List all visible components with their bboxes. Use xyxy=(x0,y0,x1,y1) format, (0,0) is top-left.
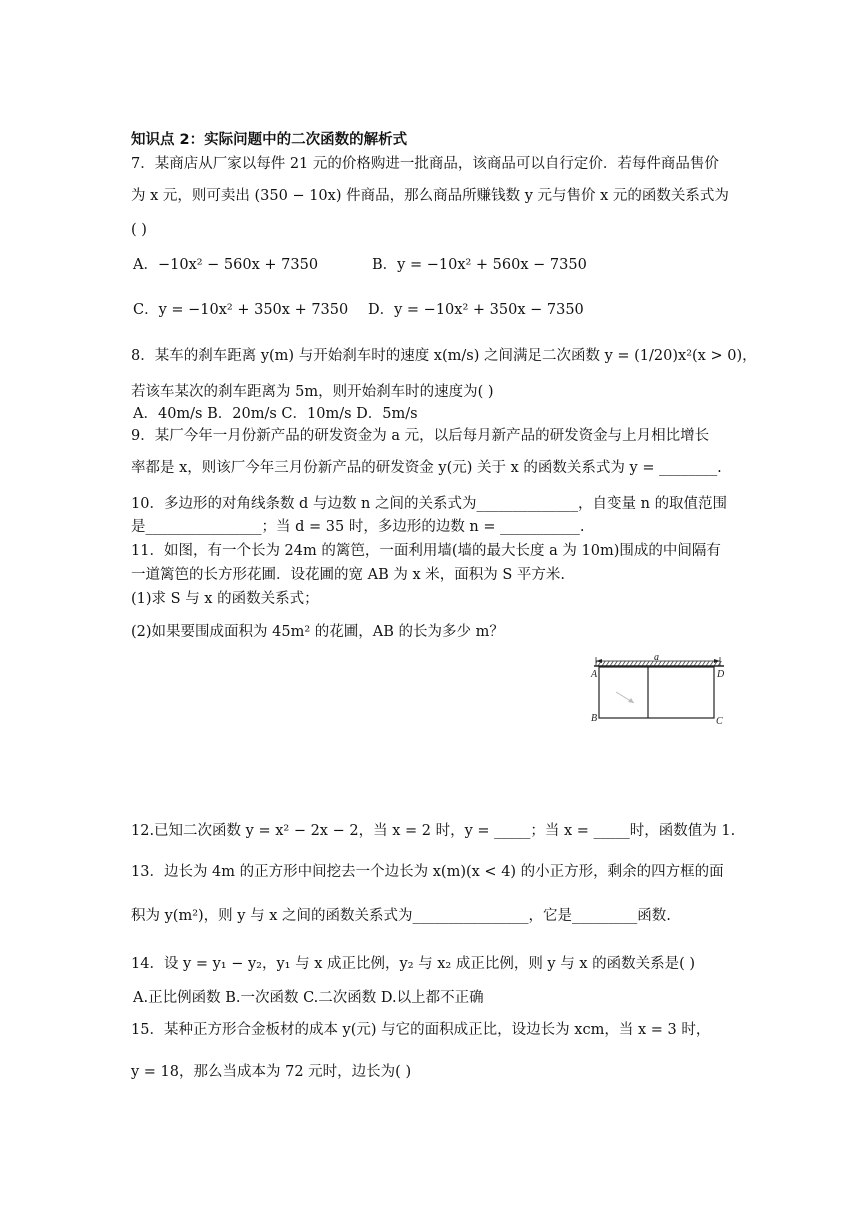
q13-line-1: 13．边长为 4m 的正方形中间挖去一个边长为 x(m)(x < 4) 的小正方形，剩余的四方框的面 xyxy=(131,864,724,880)
section-heading: 知识点 2：实际问题中的二次函数的解析式 xyxy=(131,132,408,148)
label-a: a xyxy=(654,654,659,663)
q13-line-2: 积为 y(m²)，则 y 与 x 之间的函数关系式为________________，它是_________函数. xyxy=(131,908,671,924)
q7-line-1: 7．某商店从厂家以每件 21 元的价格购进一批商品，该商品可以自行定价．若每件商品售价 xyxy=(131,156,719,172)
q10-line-2: 是________________；当 d = 35 时，多边形的边数 n = ___________. xyxy=(131,519,585,535)
q8-options: A．40m/s B．20m/s C．10m/s D．5m/s xyxy=(133,406,418,422)
q14-line-1: 14．设 y = y₁ − y₂，y₁ 与 x 成正比例，y₂ 与 x₂ 成正比例，则 y 与 x 的函数关系是( ) xyxy=(131,956,696,972)
q7-option-d: D．y = −10x² + 350x − 7350 xyxy=(368,302,584,318)
q7-option-b: B．y = −10x² + 560x − 7350 xyxy=(372,257,587,273)
q8-line-1: 8．某车的刹车距离 y(m) 与开始刹车时的速度 x(m/s) 之间满足二次函数 y = (1/20)x²(x > 0)， xyxy=(131,348,757,364)
q7-answer-bracket: ( ) xyxy=(131,222,147,238)
label-C: C xyxy=(716,716,723,727)
fence-diagram xyxy=(590,654,740,734)
label-A: A xyxy=(591,669,598,680)
q14-options: A.正比例函数 B.一次函数 C.二次函数 D.以上都不正确 xyxy=(133,990,484,1006)
wall-hatching xyxy=(596,661,722,666)
q15-line-2: y = 18，那么当成本为 72 元时，边长为( ) xyxy=(131,1064,412,1080)
q15-line-1: 15．某种正方形合金板材的成本 y(元) 与它的面积成正比，设边长为 xcm，当 x = 3 时， xyxy=(131,1022,711,1038)
q8-line-2: 若该车某次的刹车距离为 5m，则开始刹车时的速度为( ) xyxy=(131,384,494,400)
q7-line-2: 为 x 元，则可卖出 (350 − 10x) 件商品，那么商品所赚钱数 y 元与售价 x 元的函数关系式为 xyxy=(131,188,729,204)
q9-line-1: 9．某厂今年一月份新产品的研发资金为 a 元，以后每月新产品的研发资金与上月相比增长 xyxy=(131,428,710,444)
q11-line-1: 11．如图，有一个长为 24m 的篱笆，一面利用墙(墙的最大长度 a 为 10m)围成的中间隔有 xyxy=(131,543,721,559)
q11-part-1: (1)求 S 与 x 的函数关系式； xyxy=(131,591,319,607)
label-B: B xyxy=(591,713,598,724)
q12-line-1: 12.已知二次函数 y = x² − 2x − 2，当 x = 2 时，y = _____；当 x = _____时，函数值为 1. xyxy=(131,823,736,839)
q7-option-c: C．y = −10x² + 350x + 7350 xyxy=(133,302,349,318)
q11-part-2: (2)如果要围成面积为 45m² 的花圃，AB 的长为多少 m？ xyxy=(131,624,504,640)
q9-line-2: 率都是 x，则该厂今年三月份新产品的研发资金 y(元) 关于 x 的函数关系式为 y = ________. xyxy=(131,460,722,476)
q10-line-1: 10．多边形的对角线条数 d 与边数 n 之间的关系式为______________，自变量 n 的取值范围 xyxy=(131,496,728,512)
q7-option-a: A．−10x² − 560x + 7350 xyxy=(133,257,319,273)
q11-line-2: 一道篱笆的长方形花圃．设花圃的宽 AB 为 x 米，面积为 S 平方米. xyxy=(131,567,565,583)
label-D: D xyxy=(717,669,725,680)
